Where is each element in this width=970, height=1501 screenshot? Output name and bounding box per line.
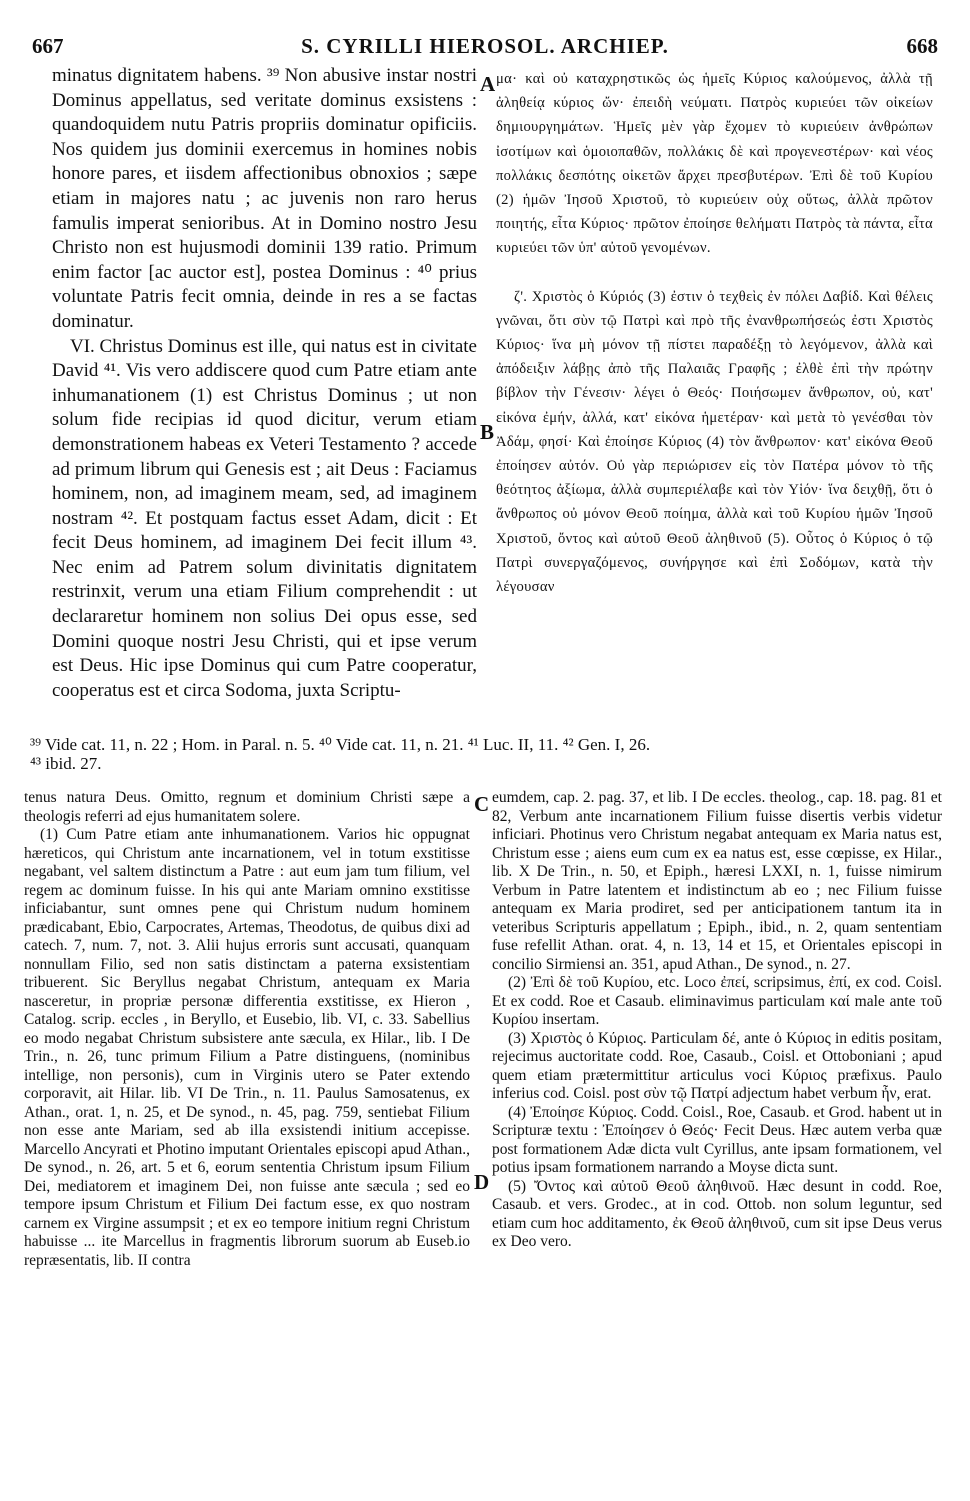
margin-marker-c: C <box>474 792 490 816</box>
note-paragraph: (2) Ἐπὶ δὲ τοῦ Κυρίου, etc. Loco ἐπεί, scripsimus, ἐπί, ex cod. Coisl. Et ex codd. Roe et Casaub. eliminavimus particulam καί male ante τοῦ Κυρίου insertam. <box>492 974 942 1028</box>
page-header <box>28 30 942 66</box>
page-number-left: 667 <box>32 34 64 58</box>
greek-paragraph: ζ'. Χριστὸς ὁ Κύριός (3) ἐστιν ὁ τεχθεὶς ἐν πόλει Δαβίδ. Καὶ θέλεις γνῶναι, ὅτι σὺν τῷ Πατρὶ καὶ πρὸ τῆς ἐνανθρωπήσεώς ἐστι Χριστὸς Κύριος· ἵνα μὴ μόνον τῇ πίστει παραδέξῃ τὸ λεγόμενον, ἀλλὰ καὶ ἀπόδειξιν λάβῃς ἀπὸ τῆς Παλαιᾶς Γραφῆς ; ἐλθὲ ἐπὶ τὴν πρώτην βίβλον τὴν Γένεσιν· λέγει ὁ Θεός· Ποιήσωμεν ἄνθρωπον, οὐ, κατ' εἰκόνα ἐμήν, ἀλλά, κατ' εἰκόνα ἡμετέραν· καὶ μετὰ τὸ γενέσθαι τὸν Ἀδάμ, φησί· Καὶ ἐποίησε Κύριος (4) τὸν ἄνθρωπον· κατ' εἰκόνα Θεοῦ ἐποίησεν αὐτόν. Οὐ γὰρ περιώρισεν εἰς τὸν Πατέρα μόνον τὸ τῆς θεότητος ἀξίωμα, ἀλλὰ συμπεριέλαβε καὶ τὸν Υἱόν· ἵνα δειχθῇ, ὅτι ὁ ἄνθρωπος οὐ μόνον Θεοῦ ποίημα, ἀλλὰ καὶ τοῦ Κυρίου ἡμῶν Ἰησοῦ Χριστοῦ, ὄντος καὶ αὐτοῦ Θεοῦ ἀληθινοῦ (5). Οὗτος ὁ Κύριος ὁ τῷ Πατρὶ συνεργαζόμενος, συνήργησε καὶ ἐπὶ Σοδόμων, κατὰ τὴν λέγουσαν <box>496 288 933 596</box>
margin-marker-a: A <box>480 72 496 96</box>
page-number-right: 668 <box>906 34 938 58</box>
greek-text-column <box>496 67 933 599</box>
note-paragraph: eumdem, cap. 2. pag. 37, et lib. I De eccles. theolog., cap. 18. pag. 81 et 82, Verbum ante incarnationem Filium fuisse disertis verbis videtur inficiari. Photinus vero Christum negabat antequam ex Maria natus est, Christum esse ; aiens eum cum ex ea natus est, esse cœpisse, ex Hilar., lib. X De Trin., n. 50, et Epiph., hæresi LXXI, n. 1, fuisse nimirum Verbum in Patre latentem et indistinctum ab eo ; nec Filium fuisse antequam ex Maria prodiret, sed per anticipationem tantum ita in veteribus Scripturis appellatum ; Epiph., ibid., n. 2, quam sententiam fuse refellit Athan. orat. 4, n. 13, 14 et 15, et Orientales episcopi in concilio Sirmiensi an. 351, apud Athan., De synod., n. 27. <box>492 789 942 973</box>
footnote-line: ³⁹ Vide cat. 11, n. 22 ; Hom. in Paral. n. 5. ⁴⁰ Vide cat. 11, n. 21. ⁴¹ Luc. II, 11. ⁴² Gen. I, 26. <box>30 735 651 754</box>
latin-paragraph: VI. Christus Dominus est ille, qui natus est in civitate David ⁴¹. Vis vero addiscere quod cum Patre etiam ante inhumanationem (1) est Christus Dominus ; ut non solum fide recipias id quod dicitur, verum etiam demonstrationem habeas ex Veteri Testamento ? accede ad primum librum qui Genesis est ; ait Deus : Faciamus hominem, non, ad imaginem meam, sed, ad imaginem nostram ⁴². Et postquam factus esset Adam, dicit : Et fecit Deus hominem, ad imaginem Dei fecit illum ⁴³. Nec enim ad Patrem solum divinitatis dignitatem restrinxit, verum una etiam Filium comprehendit : ut declararetur hominem non solius Dei opus esse, sed Domini quoque nostri Jesu Christi, qui et ipse verum est Deus. Hic ipse Dominus qui cum Patre cooperatur, cooperatus est et circa Sodoma, juxta Scriptu- <box>52 335 477 701</box>
note-paragraph: tenus natura Deus. Omitto, regnum et dominium Christi sæpe a theologis referri ad ejus humanitatem solere. <box>24 789 470 825</box>
margin-marker-d: D <box>474 1170 490 1194</box>
running-title: S. CYRILLI HIEROSOL. ARCHIEP. <box>301 34 669 58</box>
note-paragraph: (3) Χριστὸς ὁ Κύριος. Particulam δέ, ante ὁ Κύριος in editis positam, rejecimus auctoritate codd. Roe, Casaub., Coisl. et Ottoboniani ; apud quem etiam prætermittitur articulus voci Κύριος præfixus. Paulo inferius cod. Coisl. post σὺν τῷ Πατρί adjectum habet verbum ἦν, erat. <box>492 1029 942 1102</box>
latin-paragraph: minatus dignitatem habens. ³⁹ Non abusive instar nostri Dominus appellatus, sed veritate dominus exsistens : quandoquidem nutu Patris propriis dominatur opificiis. Nos quidem jus dominii exercemus in homines nobis honore pares, et iisdem affectionibus obnoxios ; sæpe etiam in majores natu ; ac juvenis non raro herus famulis imperat senioribus. At in Domino nostro Jesu Christo non est hujusmodi dominii 139 ratio. Primum enim factor [ac auctor est], postea Dominus : ⁴⁰ prius voluntate Patris fecit omnia, deinde in res a se factas dominatur. <box>52 65 477 332</box>
note-paragraph: (4) Ἐποίησε Κύριος. Codd. Coisl., Roe, Casaub. et Grod. habent ut in Scripturæ textu : Ἐποίησεν ὁ Θεός· Fecit Deus. Hæc autem verba quæ post formationem Adæ dicta vult Cyrillus, ante ipsam formationem, vel potius ipsam formationem narrando a Moyse dicta sunt. <box>492 1103 942 1176</box>
notes-left-column <box>24 789 470 1270</box>
footnote-line: ⁴³ ibid. 27. <box>30 754 102 773</box>
note-paragraph: (1) Cum Patre etiam ante inhumanationem. Varios hic oppugnat hæreticos, qui Christum ante incarnationem, vel in totum exstitisse negabant, vel saltem distinctum a Patre : aut eum jam tum filium, vel regem ac dominum fuisse. In his qui ante Mariam omnino exstitisse inficiabantur, sunt omnes pene qui Christum nudum hominem prædicabant, Ebio, Carpocrates, Artemas, Theodotus, de quibus dixi ad catech. 7, num. 7, not. 3. Alii hujus erroris sunt accusati, quanquam nonnullam Filio, sed non satis distinctam a paterna exsistentiam tribuerent. Sic Beryllus negabat Christum, antequam ex Maria nasceretur, in propriæ personæ differentia exstitisse, ex Hieron , Catalog. scrip. eccles , in Beryllo, et Eusebio, lib. VI, c. 33. Sabellius eo modo negabat Christum subsistere ante sæcula, ex Hilar., lib. I De Trin., n. 26, tunc primum Filium a Patre distinguens, (nominibus intellige, non personis), cum in Virginis utero se Pater extendo corporavit, ait Hilar. lib. VI De Trin., n. 11. Paulus Samosatenus, ex Athan., orat. 1, n. 25, et De synod., n. 45, pag. 759, sentiebat Filium non esse ante Mariam, sed ab illa exsistendi initium accepisse. Marcello Ancyrati et Photino imputant Orientales episcopi apud Athan., De synod., n. 26, art. 5 et 6, eorum sententia Christum ipsum Filium Dei, mediatorem et imaginem Dei, non fuisse ante sæcula ; sed eo tempore ipsum Christum et Filium Dei factum esse, ex quo nostram carnem ex Virgine assumpsit ; et ex eo tempore initium regni Christum habuisse ... ite Marcellus in fragmentis librorum suorum ab Euseb.io repræsentatis, lib. II contra <box>24 826 470 1269</box>
notes-right-column <box>492 789 942 1252</box>
footnotes <box>30 735 940 773</box>
margin-marker-b: B <box>480 420 495 444</box>
latin-text-column <box>52 64 477 703</box>
note-paragraph: (5) Ὄντος καὶ αὐτοῦ Θεοῦ ἀληθινοῦ. Hæc desunt in codd. Roe, Casaub. et vers. Grodec., at in cod. Ottob. non solum leguntur, sed etiam cum hoc additamento, ἐκ Θεοῦ ἀληθινοῦ, cum sit ipse Deus verus ex Deo vero. <box>492 1177 942 1250</box>
greek-paragraph: μα· καὶ οὐ καταχρηστικῶς ὡς ἡμεῖς Κύριος καλούμενος, ἀλλὰ τῇ ἀληθείᾳ κύριος ὤν· ἐπειδὴ νεύματι. Πατρὸς κυριεύει τῶν οἰκείων δημιουργημάτων. Ἡμεῖς μὲν γὰρ ἔχομεν τὸ κυριεύειν ἀνθρώπων ἰσοτίμων καὶ ὁμοιοπαθῶν, πολλάκις δὲ καὶ προγενεστέρων· καὶ νέος πολλάκις δεσπότης οἰκετῶν ἄρχει πρεσβυτέρων. Ἐπὶ δὲ τοῦ Κυρίου (2) ἡμῶν Ἰησοῦ Χριστοῦ, τὸ κυριεύειν οὐχ οὕτως, ἀλλὰ πρῶτον ποιητής, εἶτα Κύριος· πρῶτον ἐποίησε θελήματι Πατρὸς τὰ πάντα, εἶτα κυριεύει τῶν ὑπ' αὐτοῦ γενομένων. <box>496 71 933 257</box>
